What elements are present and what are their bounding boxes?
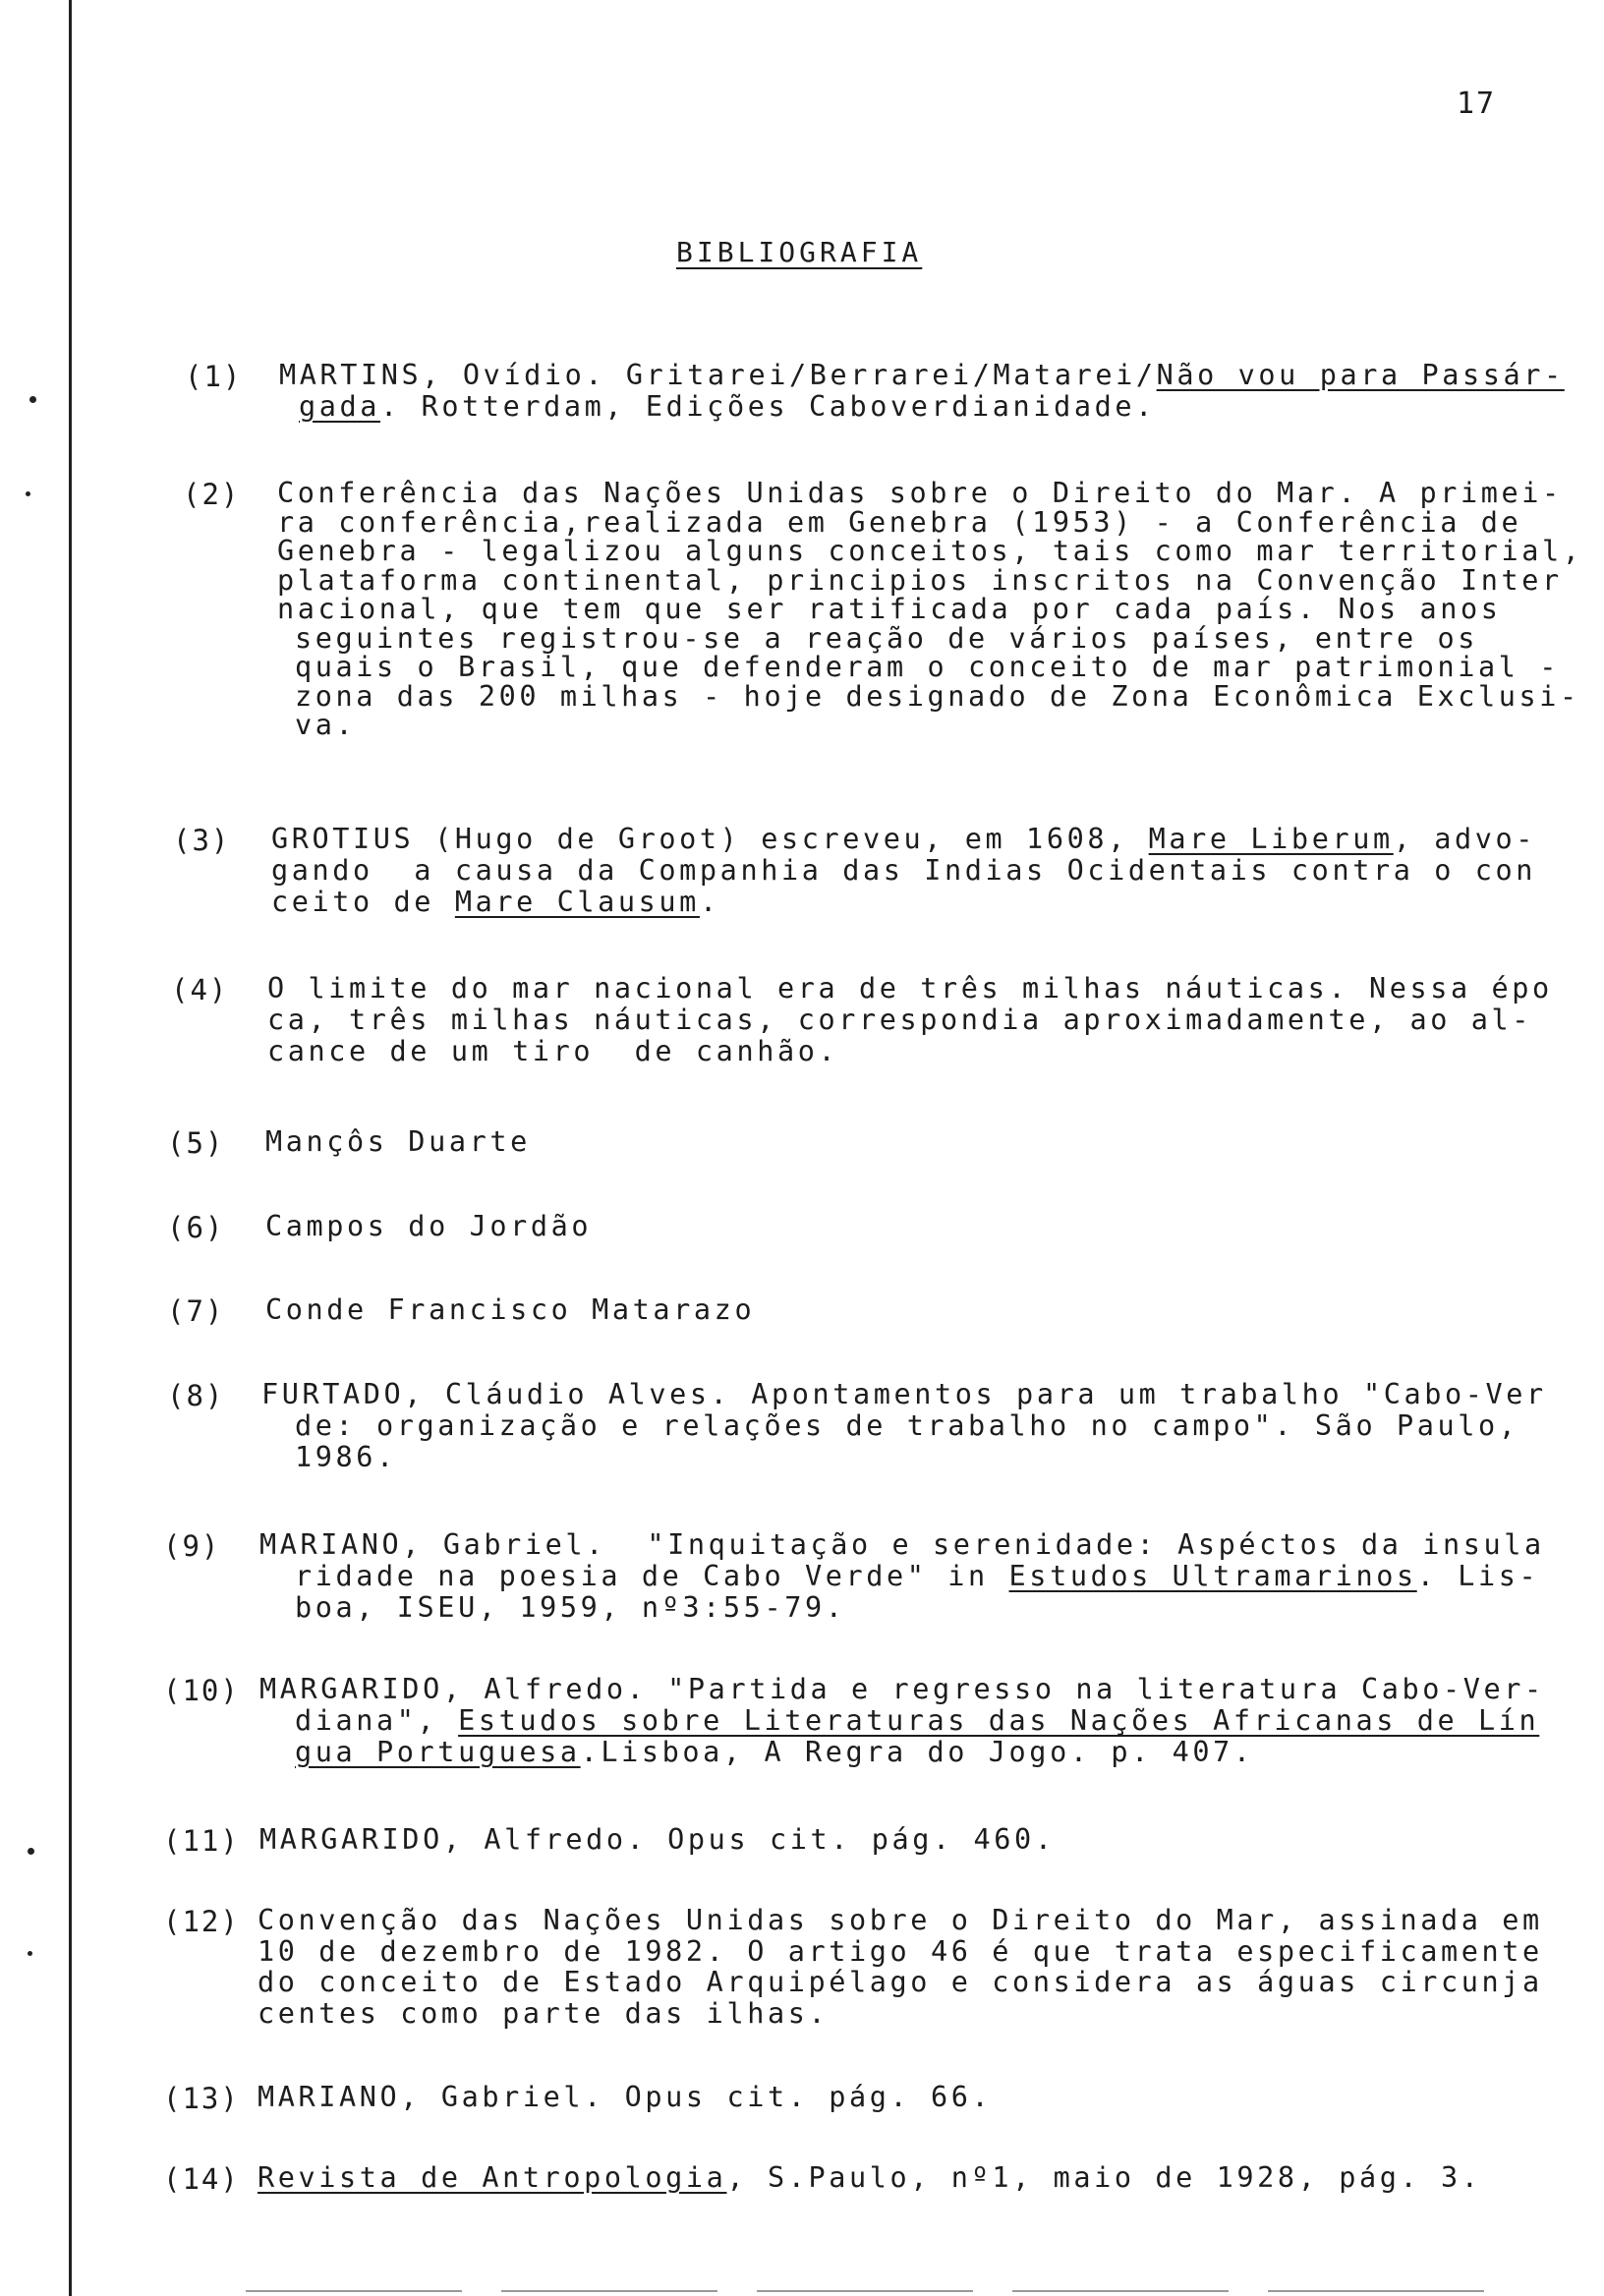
entry-line bbox=[258, 1998, 829, 2030]
underlined-title: gua Portuguesa bbox=[295, 1736, 581, 1768]
entry-line bbox=[295, 623, 1478, 655]
entry-line bbox=[258, 1905, 1543, 1936]
entry-text: ceito de bbox=[271, 886, 455, 918]
entry-line bbox=[259, 1824, 1056, 1856]
entry-text: Campos do Jordão bbox=[265, 1210, 593, 1242]
margin-dot bbox=[29, 396, 36, 403]
margin-dot bbox=[28, 1951, 32, 1956]
entry-text: . Rotterdam, Edições Caboverdianidade. bbox=[380, 390, 1156, 423]
entry-text: ca, três milhas náuticas, correspondia aproximadamente, ao al- bbox=[267, 1004, 1533, 1036]
entry-text: MARTINS, Ovídio. Gritarei/Berrarei/Matarei/ bbox=[279, 359, 1157, 391]
entry-line bbox=[267, 1036, 838, 1067]
entry-line bbox=[295, 681, 1580, 713]
entry-text: , advo- bbox=[1393, 823, 1537, 855]
entry-text: Convenção das Nações Unidas sobre o Direito do Mar, assinada em bbox=[258, 1904, 1543, 1936]
entry-text: do conceito de Estado Arquipélago e considera as águas circunja bbox=[258, 1966, 1543, 1998]
entry-number: (8) bbox=[167, 1379, 225, 1412]
entry-number: (13) bbox=[163, 2082, 240, 2115]
entry-text: nacional, que tem que ser ratificada por cada país. Nos anos bbox=[277, 593, 1502, 625]
entry-text: GROTIUS (Hugo de Groot) escreveu, em 1608, bbox=[271, 823, 1149, 855]
entry-line bbox=[261, 1379, 1547, 1410]
entry-text: MARIANO, Gabriel. "Inquitação e serenidade: Aspéctos da insula bbox=[259, 1528, 1545, 1561]
entry-text: diana", bbox=[295, 1704, 459, 1737]
entry-number: (12) bbox=[163, 1905, 240, 1938]
entry-text: Genebra - legalizou alguns conceitos, tais como mar territorial, bbox=[277, 535, 1583, 567]
entry-line bbox=[277, 594, 1502, 625]
margin-dot bbox=[28, 1848, 34, 1855]
entry-line bbox=[258, 1936, 1543, 1968]
left-margin-rule bbox=[69, 0, 72, 2296]
entry-text: de: organização e relações de trabalho no campo". São Paulo, bbox=[295, 1409, 1519, 1442]
margin-dot bbox=[26, 491, 30, 496]
entry-text: quais o Brasil, que defenderam o conceito de mar patrimonial - bbox=[295, 651, 1561, 683]
entry-line bbox=[267, 973, 1553, 1004]
entry-text: MARGARIDO, Alfredo. "Partida e regresso na literatura Cabo-Ver- bbox=[259, 1673, 1545, 1705]
entry-number: (6) bbox=[167, 1211, 225, 1244]
entry-line bbox=[271, 887, 720, 918]
entry-number: (5) bbox=[167, 1126, 225, 1160]
entry-text: plataforma continental, principios inscritos na Convenção Inter bbox=[277, 563, 1563, 597]
underlined-title: gada bbox=[299, 390, 381, 423]
entry-text: Mançôs Duarte bbox=[265, 1125, 531, 1158]
entry-line bbox=[277, 565, 1563, 597]
entry-number: (7) bbox=[167, 1294, 225, 1328]
entry-text: MARGARIDO, Alfredo. Opus cit. pág. 460. bbox=[259, 1823, 1056, 1856]
underlined-title: Estudos sobre Literaturas das Nações Africanas de Lín bbox=[458, 1704, 1540, 1737]
entry-text: 1986. bbox=[295, 1441, 397, 1473]
entry-line bbox=[295, 1737, 1254, 1768]
underlined-title: Estudos Ultramarinos bbox=[1008, 1560, 1417, 1592]
entry-line bbox=[271, 824, 1536, 855]
page-number: 17 bbox=[1457, 86, 1497, 121]
entry-text: Conferência das Nações Unidas sobre o Direito do Mar. A primei- bbox=[277, 477, 1563, 509]
entry-line bbox=[277, 478, 1563, 509]
entry-number: (2) bbox=[183, 478, 241, 511]
entry-number: (9) bbox=[163, 1529, 221, 1563]
entry-text: ridade na poesia de Cabo Verde" in bbox=[295, 1560, 1009, 1592]
entry-number: (10) bbox=[163, 1674, 240, 1707]
underlined-title: Mare Liberum bbox=[1148, 823, 1394, 855]
entry-number: (3) bbox=[173, 824, 231, 857]
entry-text: seguintes registrou-se a reação de vários países, entre os bbox=[295, 621, 1478, 655]
underlined-title: Não vou para Passár- bbox=[1156, 359, 1565, 391]
entry-line bbox=[295, 710, 356, 741]
entry-text: .Lisboa, A Regra do Jogo. p. 407. bbox=[580, 1736, 1254, 1768]
entry-number: (14) bbox=[163, 2162, 240, 2196]
entry-line bbox=[265, 1126, 531, 1158]
entry-text: 10 de dezembro de 1982. O artigo 46 é que trata especificamente bbox=[258, 1934, 1543, 1968]
entry-line bbox=[258, 2162, 1482, 2194]
entry-line bbox=[277, 536, 1583, 567]
entry-line bbox=[271, 855, 1536, 887]
entry-text: , S.Paulo, nº1, maio de 1928, pág. 3. bbox=[726, 2161, 1482, 2194]
entry-line bbox=[259, 1529, 1545, 1561]
entry-line bbox=[258, 1967, 1543, 1998]
bottom-rule bbox=[246, 2290, 1523, 2292]
entry-number: (11) bbox=[163, 1824, 240, 1858]
entry-line bbox=[295, 1442, 397, 1473]
underlined-title: Mare Clausum bbox=[454, 886, 700, 918]
entry-text: cance de um tiro de canhão. bbox=[267, 1035, 839, 1067]
entry-line bbox=[258, 2082, 992, 2113]
entry-line bbox=[277, 507, 1521, 539]
entry-line bbox=[295, 1561, 1539, 1592]
entry-text: centes como parte das ilhas. bbox=[258, 1996, 830, 2030]
entry-line bbox=[295, 1410, 1519, 1442]
entry-line bbox=[267, 1004, 1532, 1036]
entry-line bbox=[265, 1294, 755, 1326]
entry-text: O limite do mar nacional era de três milhas náuticas. Nessa épo bbox=[267, 972, 1553, 1004]
entry-number: (4) bbox=[171, 973, 229, 1006]
entry-text: . bbox=[699, 886, 720, 918]
entry-line bbox=[295, 1592, 845, 1624]
entry-text: boa, ISEU, 1959, nº3:55-79. bbox=[295, 1591, 846, 1624]
entry-line bbox=[279, 360, 1565, 391]
entry-text: . Lis- bbox=[1416, 1560, 1540, 1592]
entry-text: MARIANO, Gabriel. Opus cit. pág. 66. bbox=[258, 2081, 993, 2113]
entry-line bbox=[259, 1674, 1545, 1705]
entry-line bbox=[295, 1705, 1539, 1737]
entry-line bbox=[299, 391, 1156, 423]
entry-line bbox=[265, 1211, 592, 1242]
entry-number: (1) bbox=[185, 360, 243, 393]
underlined-title: Revista de Antropologia bbox=[258, 2161, 727, 2194]
entry-text: ra conferência,realizada em Genebra (1953) - a Conferência de bbox=[277, 505, 1522, 539]
entry-text: gando a causa da Companhia das Indias Ocidentais contra o con bbox=[271, 854, 1537, 887]
page-title: BIBLIOGRAFIA bbox=[676, 236, 923, 268]
entry-line bbox=[295, 652, 1560, 683]
entry-text: zona das 200 milhas - hoje designado de Zona Econômica Exclusi- bbox=[295, 679, 1580, 713]
entry-text: va. bbox=[295, 709, 357, 741]
entry-text: FURTADO, Cláudio Alves. Apontamentos para um trabalho "Cabo-Ver bbox=[261, 1378, 1547, 1410]
entry-text: Conde Francisco Matarazo bbox=[265, 1293, 756, 1326]
